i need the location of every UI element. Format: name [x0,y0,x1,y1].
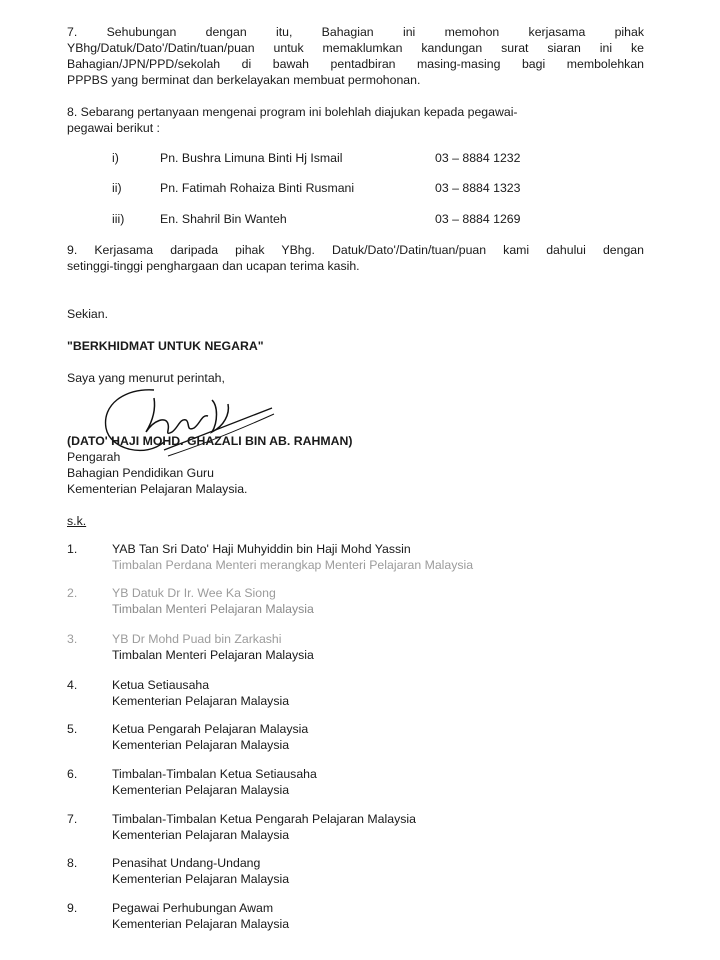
sk-number: 6. [67,767,78,781]
sk-number: 1. [67,542,78,556]
sk-line-2: Kementerian Pelajaran Malaysia [112,783,290,797]
sk-line-1: Timbalan-Timbalan Ketua Pengarah Pelajaran Malaysia [112,812,416,826]
sk-number: 9. [67,901,78,915]
sk-line-2: Kementerian Pelajaran Malaysia [112,694,290,708]
sk-line-1: Penasihat Undang-Undang [112,856,261,870]
sk-number: 5. [67,722,78,736]
para7-line-3: Bahagian/JPN/PPD/sekolah di bawah pentadbiran masing-masing bagi membolehkan [67,57,644,71]
sk-number: 4. [67,678,78,692]
motto: "BERKHIDMAT UNTUK NEGARA" [67,339,264,353]
sk-line-1: Ketua Pengarah Pelajaran Malaysia [112,722,309,736]
para8-line-1: 8. Sebarang pertanyaan mengenai program ini bolehlah diajukan kepada pegawai- [67,105,518,119]
contact-number: ii) [112,181,122,195]
contact-number: iii) [112,212,125,226]
sk-line-1: Timbalan-Timbalan Ketua Setiausaha [112,767,317,781]
sk-number: 8. [67,856,78,870]
sk-number: 7. [67,812,78,826]
sk-line-2: Timbalan Menteri Pelajaran Malaysia [112,648,314,662]
para7-line-4: PPPBS yang berminat dan berkelayakan membuat permohonan. [67,73,421,87]
sk-label: s.k. [67,514,87,528]
sk-line-1: Ketua Setiausaha [112,678,210,692]
para8-line-2: pegawai berikut : [67,121,160,135]
sk-line-1: Pegawai Perhubungan Awam [112,901,274,915]
para9-line-2: setinggi-tinggi penghargaan dan ucapan terima kasih. [67,259,360,273]
contact-number: i) [112,151,119,165]
signatory-title: Pengarah [67,450,121,464]
sk-number: 2. [67,586,78,600]
para7-line-1: 7. Sehubungan dengan itu, Bahagian ini memohon kerjasama pihak [67,25,644,39]
sk-line-1: YB Dr Mohd Puad bin Zarkashi [112,632,282,646]
sk-line-2: Kementerian Pelajaran Malaysia [112,872,290,886]
para7-line-2: YBhg/Datuk/Dato'/Datin/tuan/puan untuk memaklumkan kandungan surat siaran ini ke [67,41,644,55]
sk-line-2: Kementerian Pelajaran Malaysia [112,828,290,842]
closing-saya: Saya yang menurut perintah, [67,371,225,385]
contact-name: En. Shahril Bin Wanteh [160,212,287,226]
closing-sekian: Sekian. [67,307,109,321]
signatory-ministry: Kementerian Pelajaran Malaysia. [67,482,248,496]
sk-line-2: Kementerian Pelajaran Malaysia [112,738,290,752]
sk-line-2: Kementerian Pelajaran Malaysia [112,917,290,931]
para9-line-1: 9. Kerjasama daripada pihak YBhg. Datuk/Dato'/Datin/tuan/puan kami dahului dengan [67,243,644,257]
contact-phone: 03 – 8884 1269 [435,212,521,226]
signatory-name: (DATO' HAJI MOHD. GHAZALI BIN AB. RAHMAN) [67,434,353,448]
signatory-division: Bahagian Pendidikan Guru [67,466,214,480]
sk-line-2: Timbalan Menteri Pelajaran Malaysia [112,602,314,616]
signature [94,370,284,470]
sk-number: 3. [67,632,78,646]
contact-name: Pn. Fatimah Rohaiza Binti Rusmani [160,181,355,195]
contact-phone: 03 – 8884 1323 [435,181,521,195]
contact-phone: 03 – 8884 1232 [435,151,521,165]
sk-line-1: YB Datuk Dr Ir. Wee Ka Siong [112,586,276,600]
contact-name: Pn. Bushra Limuna Binti Hj Ismail [160,151,343,165]
sk-line-2: Timbalan Perdana Menteri merangkap Menteri Pelajaran Malaysia [112,558,474,572]
sk-line-1: YAB Tan Sri Dato' Haji Muhyiddin bin Haji Mohd Yassin [112,542,411,556]
